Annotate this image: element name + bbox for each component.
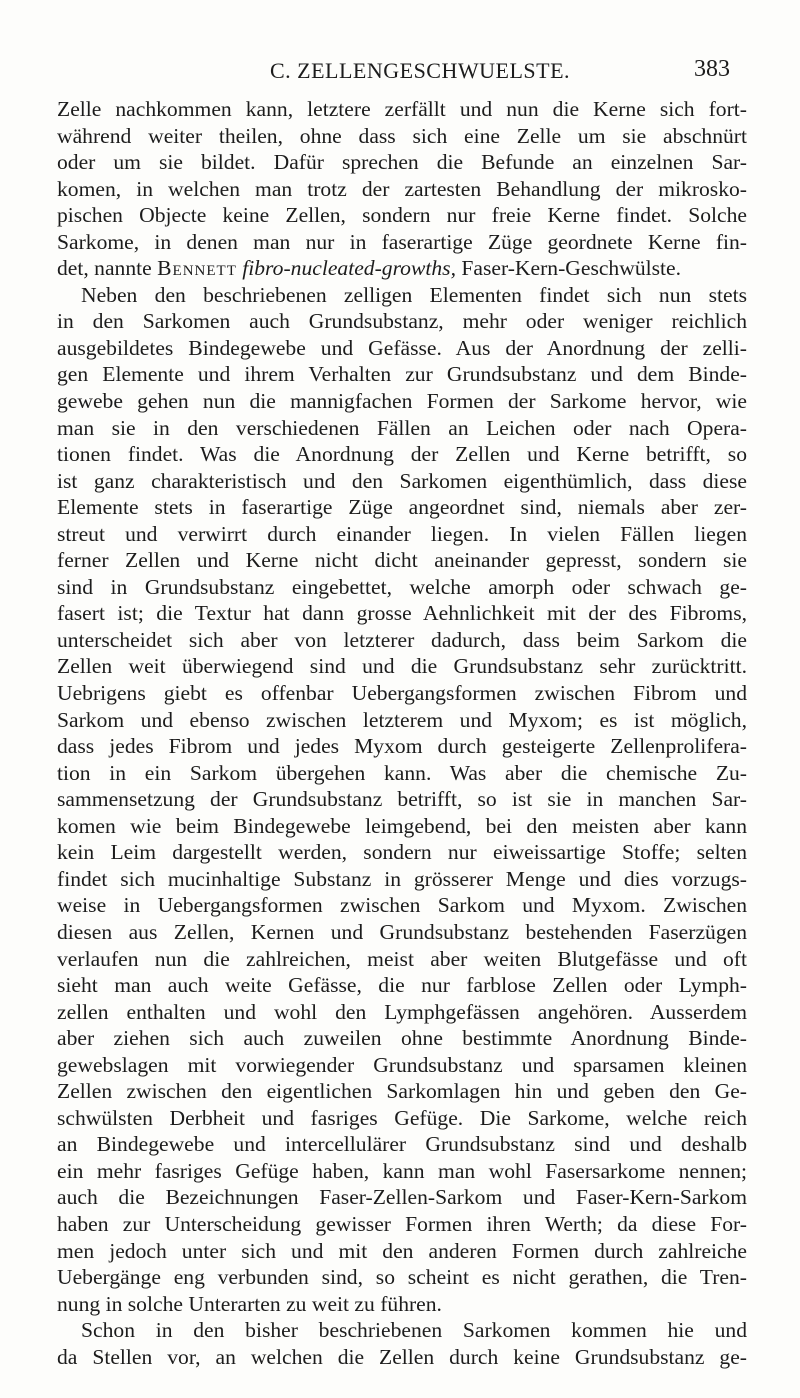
text-line: komen wie beim Bindegewebe leimgebend, bei den meisten aber kann (57, 813, 747, 838)
text-line: nung in solche Unterarten zu weit zu führen. (57, 1291, 442, 1316)
text-line: ein mehr fasriges Gefüge haben, kann man wohl Fasersarkome nennen; (57, 1158, 747, 1183)
text-line: gen Elemente und ihrem Verhalten zur Grundsubstanz und dem Binde- (57, 362, 747, 387)
running-head (110, 58, 730, 88)
author-name: Bennett (157, 256, 237, 281)
text-line: schwülsten Derbheit und fasriges Gefüge. Die Sarkome, welche reich (57, 1105, 747, 1130)
text-line: weise in Uebergangsformen zwischen Sarkom und Myxom. Zwischen (57, 893, 747, 918)
text-line: sieht man auch weite Gefässe, die nur farblose Zellen oder Lymph- (57, 973, 747, 998)
text-line: Uebrigens giebt es offenbar Uebergangsformen zwischen Fibrom und (57, 681, 747, 706)
text-line: Zelle nachkommen kann, letztere zerfällt und nun die Kerne sich fort- (57, 97, 747, 121)
text-line: gewebslagen mit vorwiegender Grundsubstanz und sparsamen kleinen (57, 1052, 747, 1077)
text-line: Sarkom und ebenso zwischen letzterem und Myxom; es ist möglich, (57, 707, 747, 732)
text-line: aber ziehen sich auch zuweilen ohne bestimmte Anordnung Binde- (57, 1026, 747, 1051)
text-line: man sie in den verschiedenen Fällen an Leichen oder nach Opera- (57, 415, 747, 440)
text-line: ferner Zellen und Kerne nicht dicht aneinander gepresst, sondern sie (57, 548, 747, 573)
text-line: Zellen zwischen den eigentlichen Sarkomlagen hin und geben den Ge- (57, 1079, 747, 1104)
text-line: dass jedes Fibrom und jedes Myxom durch gesteigerte Zellenprolifera- (57, 734, 747, 759)
text-fragment: Faser-Kern-Geschwülste. (455, 256, 682, 281)
text-line: in den Sarkomen auch Grundsubstanz, mehr oder weniger reichlich (57, 309, 747, 334)
text-line: komen, in welchen man trotz der zartesten Behandlung der mikrosko- (57, 176, 747, 201)
text-line: während weiter theilen, ohne dass sich eine Zelle um sie abschnürt (57, 123, 747, 148)
text-line: tionen findet. Was die Anordnung der Zellen und Kerne betrifft, so (57, 442, 747, 467)
text-line: verlaufen nun die zahlreichen, meist aber weiten Blutgefässe und oft (57, 946, 747, 971)
text-line: ausgebildetes Bindegewebe und Gefässe. Aus der Anordnung der zelli- (57, 335, 747, 360)
text-line: oder um sie bildet. Dafür sprechen die Befunde an einzelnen Sar- (57, 150, 747, 175)
text-line: Uebergänge eng verbunden sind, so scheint es nicht gerathen, die Tren- (57, 1265, 747, 1290)
text-line: findet sich mucinhaltige Substanz in grösserer Menge und dies vorzugs- (57, 866, 747, 891)
text-line: Sarkome, in denen man nur in faserartige Züge geordnete Kerne fin- (57, 229, 747, 254)
text-line: Schon in den bisher beschriebenen Sarkomen kommen hie und (81, 1318, 747, 1343)
text-line: kein Leim dargestellt werden, sondern nur eiweissartige Stoffe; selten (57, 840, 747, 865)
text-line: Zellen weit überwiegend sind und die Grundsubstanz sehr zurücktritt. (57, 654, 747, 679)
text-fragment: det, nannte (57, 256, 158, 281)
text-line-bennett (57, 255, 747, 282)
text-line: an Bindegewebe und intercellulärer Grundsubstanz sind und deshalb (57, 1132, 747, 1157)
text-line: da Stellen vor, an welchen die Zellen durch keine Grundsubstanz ge- (57, 1344, 747, 1369)
text-line: fasert ist; die Textur hat dann grosse Aehnlichkeit mit der des Fibroms, (57, 601, 747, 626)
italic-term: fibro-nucleated-growths, (242, 256, 456, 281)
chapter-title: C. ZELLENGESCHWUELSTE. (269, 58, 571, 83)
text-line: men jedoch unter sich und mit den anderen Formen durch zahlreiche (57, 1238, 747, 1263)
text-line: Neben den beschriebenen zelligen Elementen findet sich nun stets (81, 282, 747, 307)
text-line: sind in Grundsubstanz eingebettet, welche amorph oder schwach ge- (57, 574, 747, 599)
text-line: zellen enthalten und wohl den Lymphgefässen angehören. Ausserdem (57, 999, 747, 1024)
text-line: gewebe gehen nun die mannigfachen Formen der Sarkome hervor, wie (57, 389, 747, 414)
text-line: pischen Objecte keine Zellen, sondern nur freie Kerne findet. Solche (57, 203, 747, 228)
page-number: 383 (694, 56, 730, 82)
text-line: diesen aus Zellen, Kernen und Grundsubstanz bestehenden Faserzügen (57, 919, 747, 944)
body-text (57, 96, 747, 1370)
text-line: streut und verwirrt durch einander liegen. In vielen Fällen liegen (57, 521, 747, 546)
text-line: ist ganz charakteristisch und den Sarkomen eigenthümlich, dass diese (57, 468, 747, 493)
text-line: tion in ein Sarkom übergehen kann. Was aber die chemische Zu- (57, 760, 747, 785)
text-line: Elemente stets in faserartige Züge angeordnet sind, niemals aber zer- (57, 495, 747, 520)
text-line: auch die Bezeichnungen Faser-Zellen-Sarkom und Faser-Kern-Sarkom (57, 1185, 747, 1210)
text-line: haben zur Unterscheidung gewisser Formen ihren Werth; da diese For- (57, 1211, 747, 1236)
text-line: unterscheidet sich aber von letzterer dadurch, dass beim Sarkom die (57, 627, 747, 652)
text-line: sammensetzung der Grundsubstanz betrifft, so ist sie in manchen Sar- (57, 787, 747, 812)
